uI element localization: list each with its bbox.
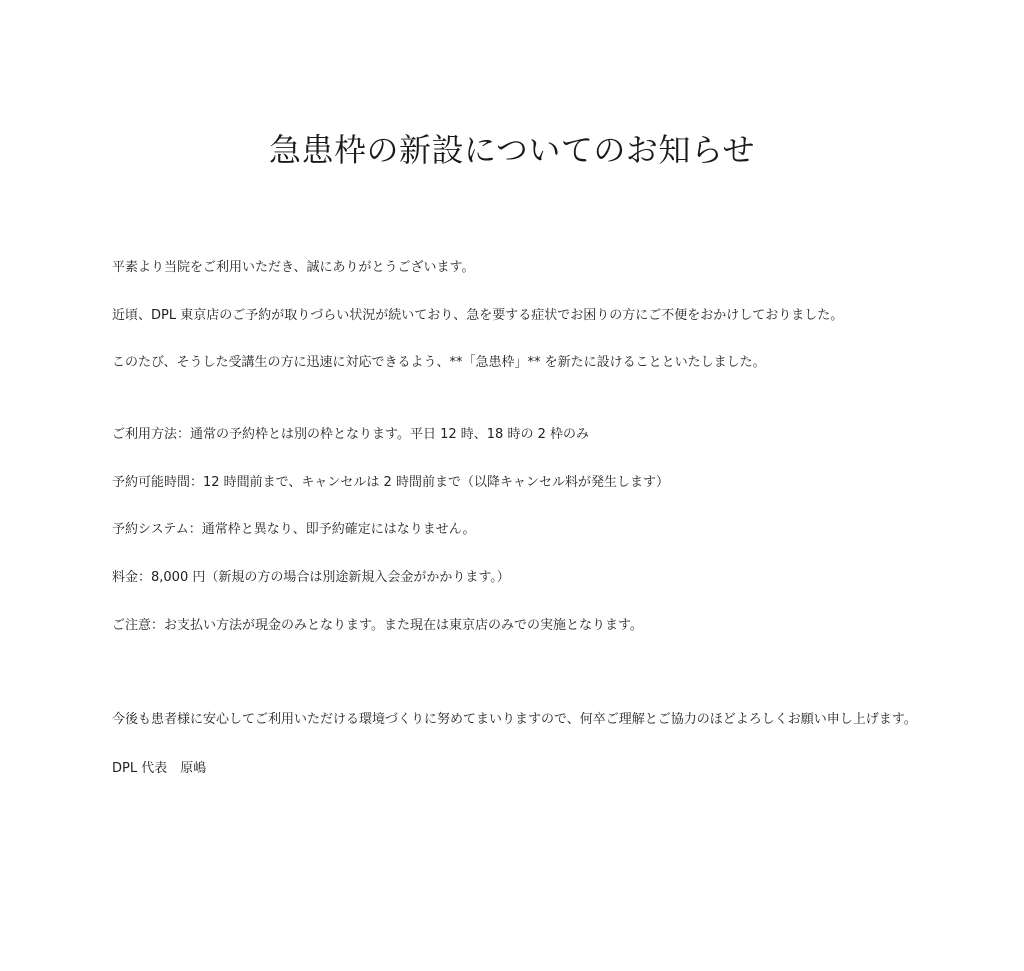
fee-line: 料金：8,000 円（新規の方の場合は別途新規入会金がかかります。）	[112, 570, 510, 585]
announcement-paragraph: このたび、そうした受講生の方に迅速に対応できるよう、**「急患枠」** を新たに設けることといたしました。	[112, 355, 766, 370]
notice-line: ご注意：お支払い方法が現金のみとなります。また現在は東京店のみでの実施となります。	[112, 618, 643, 633]
usage-method-line: ご利用方法：通常の予約枠とは別の枠となります。平日 12 時、18 時の 2 枠のみ	[112, 427, 589, 442]
page-title: 急患枠の新設についてのお知らせ	[269, 131, 755, 169]
booking-system-line: 予約システム：通常枠と異なり、即予約確定にはなりません。	[112, 522, 476, 537]
greeting-paragraph: 平素より当院をご利用いただき、誠にありがとうございます。	[112, 260, 475, 275]
booking-time-line: 予約可能時間：12 時間前まで、キャンセルは 2 時間前まで（以降キャンセル料が発生します）	[112, 475, 669, 490]
closing-paragraph: 今後も患者様に安心してご利用いただける環境づくりに努めてまいりますので、何卒ご理解とご協力のほどよろしくお願い申し上げます。	[112, 712, 917, 727]
signature: DPL 代表 原嶋	[112, 761, 207, 776]
background-paragraph: 近頃、DPL 東京店のご予約が取りづらい状況が続いており、急を要する症状でお困りの方にご不便をおかけしておりました。	[112, 308, 844, 323]
